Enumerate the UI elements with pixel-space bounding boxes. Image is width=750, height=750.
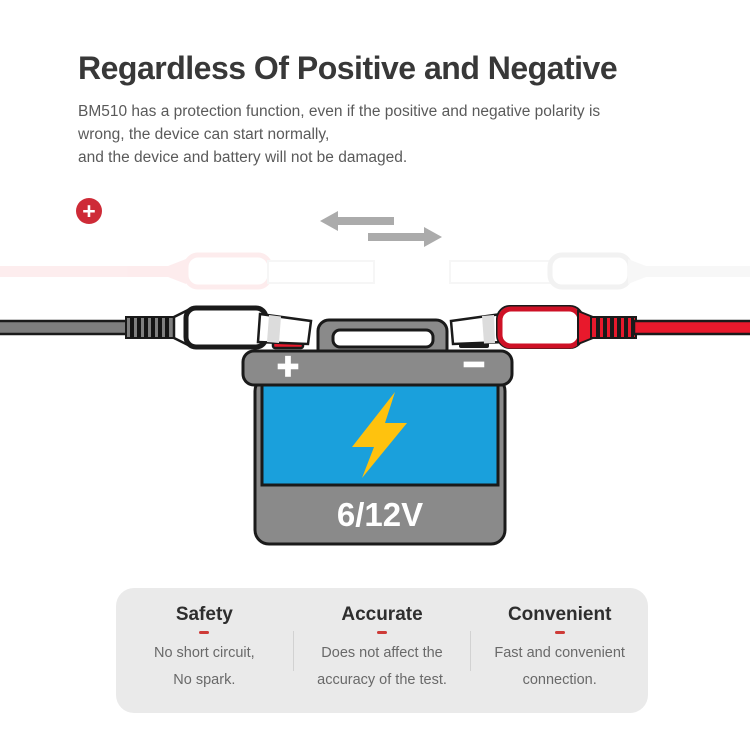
feature-text-line: Fast and convenient — [494, 645, 625, 661]
feature-text-line: No short circuit, — [153, 645, 255, 661]
arrow-right — [368, 227, 442, 247]
plus-badge-symbol: + — [82, 198, 96, 224]
feature-text-line: No spark. — [173, 672, 236, 688]
feature-text-line: Does not affect the — [321, 645, 443, 661]
ghost-gray-cable — [450, 255, 750, 287]
gray-cable-assembly — [0, 308, 311, 348]
ghost-red-cable — [0, 255, 374, 287]
gray-cable-adapter — [258, 314, 311, 344]
battery-connection-illustration — [0, 185, 750, 600]
page-title: Regardless Of Positive and Negative — [78, 50, 618, 86]
feature-accurate — [294, 588, 471, 713]
header — [78, 48, 698, 169]
description-line-1: BM510 has a protection function, even if the positive and negative polarity is — [78, 103, 601, 120]
plus-badge-icon — [76, 198, 102, 224]
red-cable — [634, 321, 750, 334]
feature-title: Convenient — [507, 604, 612, 625]
feature-safety — [116, 588, 293, 713]
feature-convenient — [471, 588, 648, 713]
gray-cable — [0, 321, 128, 334]
description-line-3: and the device and battery will not be damaged. — [78, 149, 408, 166]
feature-title: Accurate — [341, 604, 423, 625]
description-line-2: wrong, the device can start normally, — [78, 126, 330, 143]
red-cable-connector — [500, 309, 580, 346]
red-dash — [377, 631, 387, 634]
feature-text-line: connection. — [522, 672, 597, 688]
red-dash — [555, 631, 565, 634]
battery-positive-symbol: + — [276, 346, 300, 388]
feature-title: Safety — [175, 604, 233, 625]
arrow-left — [320, 211, 394, 231]
red-dash — [199, 631, 209, 634]
feature-text-line: accuracy of the test. — [317, 672, 447, 688]
battery-negative-symbol: − — [462, 344, 486, 386]
red-cable-assembly — [451, 306, 750, 348]
features-card — [116, 588, 648, 713]
gray-cable-connector — [186, 308, 266, 347]
battery — [243, 344, 512, 544]
swap-arrows-icon — [320, 211, 442, 247]
battery-voltage-label: 6/12V — [336, 496, 424, 533]
description-text — [78, 100, 698, 169]
